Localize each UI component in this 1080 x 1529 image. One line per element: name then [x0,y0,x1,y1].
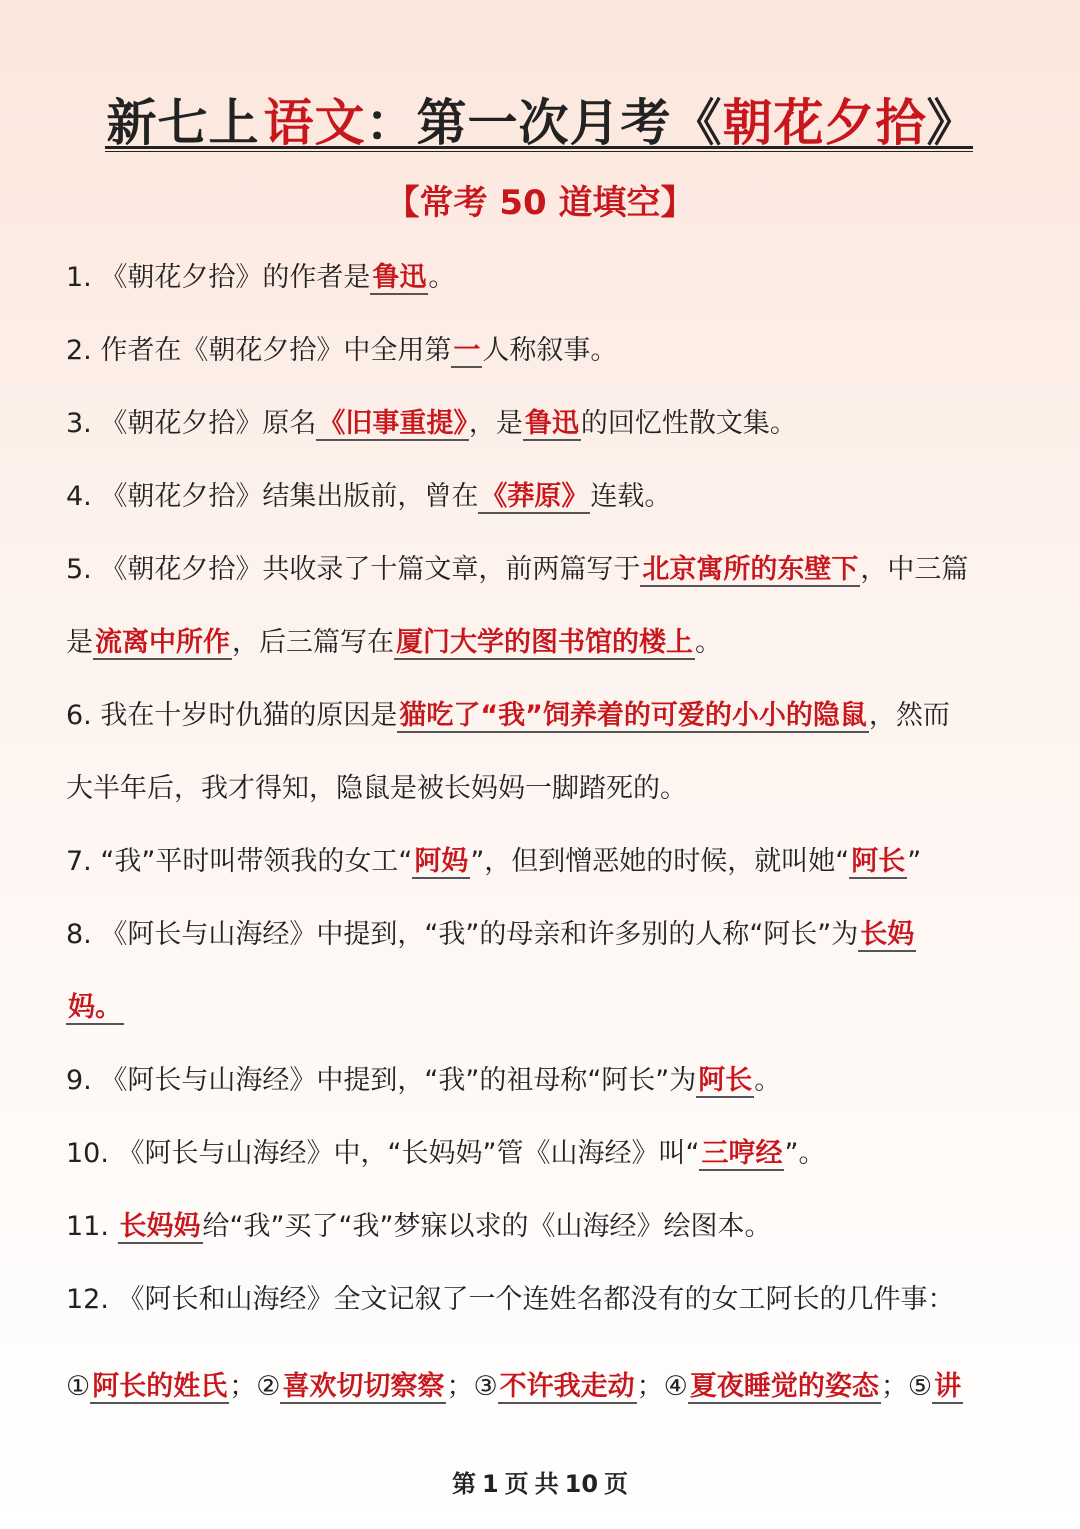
separator: ； [446,1371,474,1402]
question-7 [66,842,1016,882]
question-text: 给“我”买了“我”梦寐以求的《山海经》绘图本。 [202,1211,772,1242]
footer-text: 共 [534,1470,559,1498]
question-text: 是 [66,627,93,658]
answer: 喜欢切切察察 [282,1371,445,1402]
answer: 阿长 [851,846,906,877]
answer: 厦门大学的图书馆的楼上 [396,627,693,658]
subtitle: 【常考 50 道填空】 [385,183,695,223]
title-underline-thin [105,151,973,152]
question-5 [66,550,1016,590]
separator: ； [880,1371,908,1402]
question-text: 4. 《朝花夕拾》结集出版前，曾在 [66,481,479,512]
answer: 阿长的姓氏 [92,1371,228,1402]
answer: 妈。 [68,992,122,1023]
question-5-cont [66,623,1016,663]
question-text: 。 [695,627,722,658]
page-number: 1 [481,1470,499,1498]
question-1 [66,258,1016,298]
question-text: ，后三篇写在 [232,627,394,658]
question-text: 。 [754,1065,782,1096]
question-2 [66,331,1016,371]
question-6-cont [66,769,1016,809]
page-footer [0,1466,1080,1502]
question-3 [66,404,1016,444]
answer: 《旧事重提》 [318,408,467,439]
question-text: ” [907,846,922,877]
answer: 长妈 [860,919,915,950]
question-text: 7. “我”平时叫带领我的女工“ [66,846,413,877]
title-underline [105,146,973,149]
question-10 [66,1134,1016,1174]
answer: 鲁迅 [372,262,427,293]
answer: 三哼经 [701,1138,783,1169]
answer: 流离中所作 [95,627,230,658]
question-text: ”，但到憎恶她的时候，就叫她“ [470,846,850,877]
answer: 鲁迅 [524,408,579,439]
question-text: 人称叙事。 [482,335,618,366]
separator: ； [636,1371,664,1402]
page-total: 10 [564,1470,599,1498]
answer: 阿长 [698,1065,753,1096]
title-part-5: 》 [926,94,978,152]
title-part-1: 新七上 [106,94,260,152]
question-text: ”。 [784,1138,826,1169]
answer: 不许我走动 [499,1371,635,1402]
footer-text: 第 [451,1470,476,1498]
item-number: ① [66,1371,91,1402]
question-4 [66,477,1016,517]
question-9 [66,1061,1016,1101]
answer: 《莽原》 [480,481,589,512]
item-number: ⑤ [907,1371,933,1402]
question-text: 9. 《阿长与山海经》中提到，“我”的祖母称“阿长”为 [66,1065,697,1096]
answer: 长妈妈 [119,1211,201,1242]
answer: 夏夜睡觉的姿态 [689,1371,879,1402]
question-text: 6. 我在十岁时仇猫的原因是 [66,700,398,731]
item-number: ④ [663,1371,688,1402]
item-number: ③ [473,1371,498,1402]
question-12-items [66,1367,1016,1407]
question-text: 连载。 [590,481,672,512]
question-12 [66,1280,1016,1320]
question-text: 1. 《朝花夕拾》的作者是 [66,262,371,293]
question-text: 2. 作者在《朝花夕拾》中全用第 [66,335,452,366]
question-text: 。 [428,262,456,293]
question-text: ，然而 [868,700,950,731]
answer: 猫吃了“我”饲养着的可爱的小小的隐鼠 [399,700,867,731]
question-6 [66,696,1016,736]
question-11 [66,1207,1016,1247]
question-text: ，是 [468,408,523,439]
question-text: 10. 《阿长与山海经》中，“长妈妈”管《山海经》叫“ [66,1138,700,1169]
question-text: 3. 《朝花夕拾》原名 [66,408,317,439]
title-book: 朝花夕拾 [722,94,927,152]
question-8 [66,915,1016,955]
answer: 阿妈 [414,846,469,877]
question-text: 5. 《朝花夕拾》共收录了十篇文章，前两篇写于 [66,554,641,585]
question-8-cont [66,988,1016,1028]
separator: ； [229,1371,257,1402]
question-text: 8. 《阿长与山海经》中提到，“我”的母亲和许多别的人称“阿长”为 [66,919,859,950]
title-subject: 语文 [263,94,366,152]
question-text: 11. [66,1211,118,1242]
question-text: 的回忆性散文集。 [580,408,797,439]
question-text: 大半年后，我才得知，隐鼠是被长妈妈一脚踏死的。 [66,773,687,804]
question-text: 12. 《阿长和山海经》全文记叙了一个连姓名都没有的女工阿长的几件事： [66,1284,955,1315]
footer-text: 页 [604,1470,629,1498]
title-part-3: ：第一次月考《 [365,94,723,152]
item-number: ② [256,1371,281,1402]
answer: 讲 [934,1371,962,1402]
question-text: ，中三篇 [860,554,969,585]
answer: 北京寓所的东壁下 [642,554,859,585]
answer: 一 [453,335,481,366]
footer-text: 页 [504,1470,529,1498]
